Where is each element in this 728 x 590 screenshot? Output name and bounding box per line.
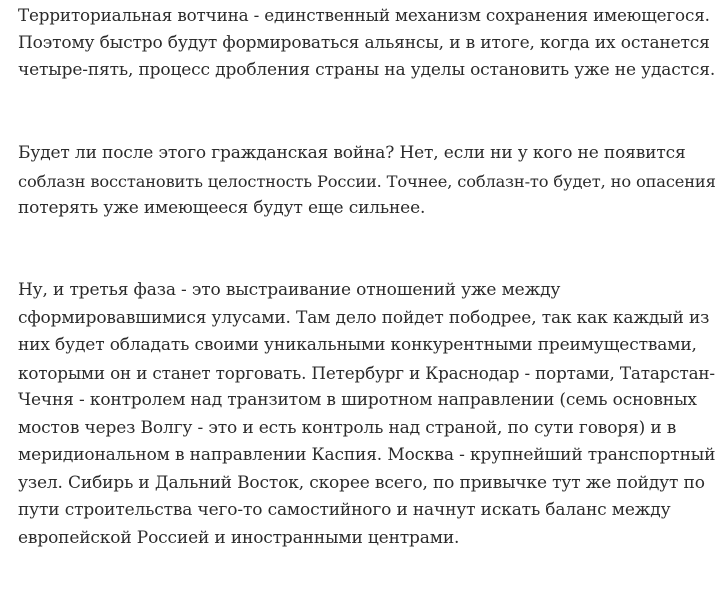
text-line: Территориальная вотчина - единственный механизм сохранения имеющегося. bbox=[18, 5, 710, 25]
text-line: соблазн восстановить целостность России. Точнее, соблазн-то будет, но опасения bbox=[18, 171, 716, 191]
text-line: европейской Россией и иностранными центрами. bbox=[18, 527, 460, 548]
text-line: Поэтому быстро будут формироваться альянсы, и в итоге, когда их останется bbox=[18, 32, 710, 53]
text-line: Будет ли после этого гражданская война? Нет, если ни у кого не появится bbox=[18, 143, 686, 163]
text-line: мостов через Волгу - это и есть контроль над страной, по сути говоря) и в bbox=[18, 417, 677, 438]
paragraph-3 bbox=[18, 277, 718, 552]
text-line: которыми он и станет торговать. Петербург и Краснодар - портами, Татарстан- bbox=[18, 362, 715, 383]
text-line: них будет обладать своими уникальными конкурентными преимуществами, bbox=[18, 335, 697, 355]
text-line: узел. Сибирь и Дальний Восток, скорее всего, по привычке тут же пойдут по bbox=[18, 472, 705, 493]
text-line: сформировавшимися улусами. Там дело пойдет пободрее, так как каждый из bbox=[18, 307, 710, 328]
text-line: потерять уже имеющееся будут еще сильнее. bbox=[18, 198, 426, 218]
text-line: пути строительства чего-то самостийного и начнут искать баланс между bbox=[18, 500, 671, 520]
text-line: Чечня - контролем над транзитом в широтном направлении (семь основных bbox=[18, 390, 697, 410]
paragraph-1 bbox=[18, 2, 718, 85]
text-line: меридиональном в направлении Каспия. Москва - крупнейший транспортный bbox=[18, 445, 716, 465]
text-line: Ну, и третья фаза - это выстраивание отношений уже между bbox=[18, 280, 561, 300]
paragraph-2 bbox=[18, 140, 718, 223]
text-line: четыре-пять, процесс дробления страны на уделы остановить уже не удастся. bbox=[18, 60, 716, 80]
